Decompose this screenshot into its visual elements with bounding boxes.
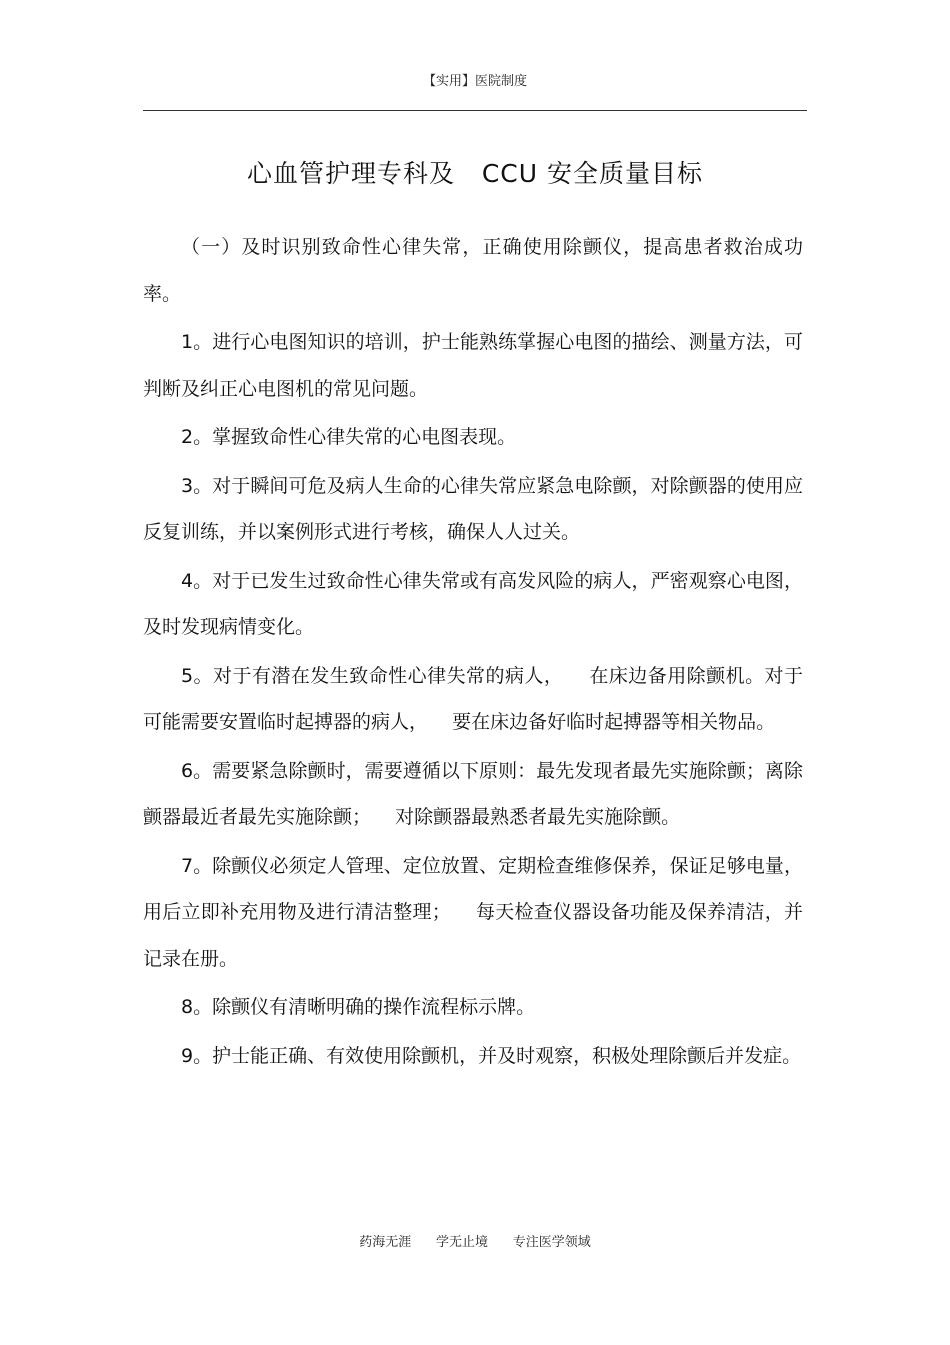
paragraph-item-8: 8。除颤仪有清晰明确的操作流程标示牌。 <box>181 996 536 1018</box>
paragraph-item-1: 1。进行心电图知识的培训，护士能熟练掌握心电图的描绘、测量方法，可判断及纠正心电图机的常见问题。 <box>143 331 803 400</box>
paragraph-item-3: 3。对于瞬间可危及病人生命的心律失常应紧急电除颤，对除颤器的使用应反复训练，并以案例形式进行考核，确保人人过关。 <box>143 474 803 543</box>
header-divider <box>143 110 807 111</box>
paragraph-item-6: 6。需要紧急除颤时，需要遵循以下原则：最先发现者最先实施除颤；离除颤器最近者最先实施除颤； 对除颤器最熟悉者最先实施除颤。 <box>143 759 803 828</box>
page-footer: 药海无涯 学无止境 专注医学领域 <box>359 1235 591 1250</box>
document-body <box>143 224 816 1081</box>
page-header: 【实用】医院制度 <box>422 74 527 89</box>
document-title: 心血管护理专科及 CCU 安全质量目标 <box>247 159 703 188</box>
paragraph-item-5: 5。对于有潜在发生致命性心律失常的病人， 在床边备用除颤机。对于可能需要安置临时起搏器的病人， 要在床边备好临时起搏器等相关物品。 <box>143 664 803 733</box>
paragraph-intro: （一）及时识别致命性心律失常，正确使用除颤仪，提高患者救治成功率。 <box>143 236 803 305</box>
paragraph-item-2: 2。掌握致命性心律失常的心电图表现。 <box>181 426 517 448</box>
paragraph-item-7: 7。除颤仪必须定人管理、定位放置、定期检查维修保养，保证足够电量， 用后立即补充用物及进行清洁整理； 每天检查仪器设备功能及保养清洁，并记录在册。 <box>143 854 816 970</box>
paragraph-item-9: 9。护士能正确、有效使用除颤机，并及时观察，积极处理除颤后并发症。 <box>181 1044 802 1067</box>
paragraph-item-4: 4。对于已发生过致命性心律失常或有高发风险的病人，严密观察心电图，及时发现病情变化。 <box>143 569 803 638</box>
